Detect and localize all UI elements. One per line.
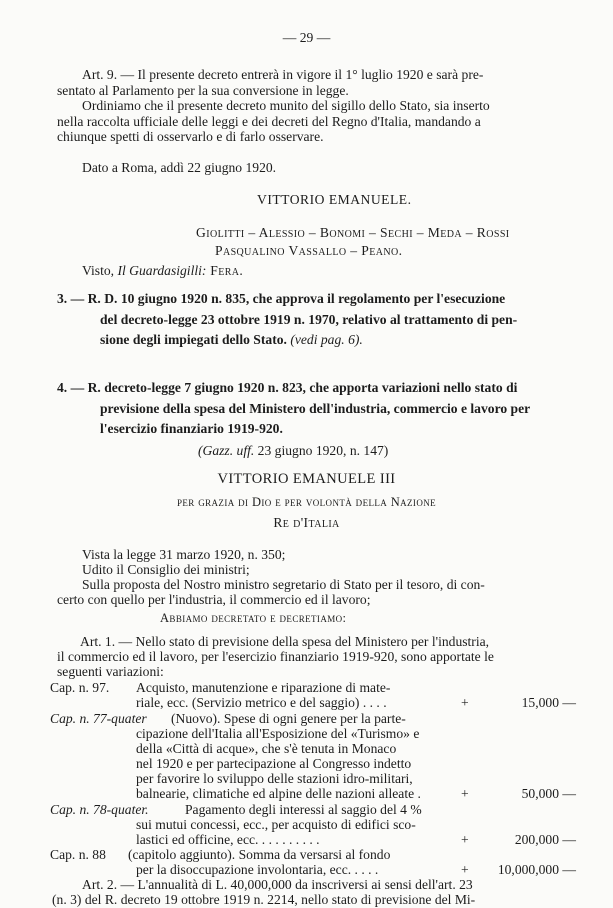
re-italia: Re d'Italia (273, 515, 340, 530)
item3-line-2: del decreto-legge 23 ottobre 1919 n. 1970, relativo al trattamento di pen- (100, 312, 518, 327)
chapter-amount: 15,000 — (521, 695, 576, 710)
chapter-text-line: cipazione dell'Italia all'Esposizione del «Turismo» e (136, 726, 420, 741)
chapter-label: Cap. n. 77-quater (50, 711, 147, 726)
art1-line-2: il commercio ed il lavoro, per l'esercizio finanziario 1919-920, sono apportate le (57, 649, 494, 664)
chapter-sign: + (461, 695, 469, 710)
chapter-sign: + (461, 862, 469, 877)
grace-line: per grazia di Dio e per volontà della Nazione (176, 495, 437, 509)
chapter-text-line: Pagamento degli interessi al saggio del 4 % (185, 802, 422, 817)
item3-line-3 (100, 332, 363, 348)
chapter-text-line: (capitolo aggiunto). Somma da versarsi al fondo (128, 847, 391, 862)
art9-line-3: Ordiniamo che il presente decreto munito del sigillo dello Stato, sia inserto (82, 98, 490, 113)
art9-line-4: nella raccolta ufficiale delle leggi e dei decreti del Regno d'Italia, mandando a (57, 114, 481, 129)
chapter-label: Cap. n. 88 (50, 847, 106, 862)
chapter-amount: 10,000,000 — (497, 862, 576, 877)
dato-line: Dato a Roma, addì 22 giugno 1920. (82, 160, 277, 175)
art2-line-2: (n. 3) del R. decreto 19 ottobre 1919 n. 2214, nello stato di previsione del Mi- (52, 892, 476, 907)
art9-line-2: sentato al Parlamento per la sua conversione in legge. (57, 83, 349, 98)
art2-line-1: Art. 2. — L'annualità di L. 40,000,000 da inscriversi ai sensi dell'art. 23 (82, 877, 473, 892)
item3-line-3-main: sione degli impiegati dello Stato. (100, 332, 291, 347)
signature-king: VITTORIO EMANUELE. (257, 192, 412, 207)
chapter-sign: + (461, 832, 469, 847)
chapter-text-line: (Nuovo). Spese di ogni genere per la parte- (171, 711, 406, 726)
preamble-line-4: certo con quello per l'industria, il commercio ed il lavoro; (57, 592, 371, 607)
chapter-label: Cap. n. 78-quater. (50, 802, 149, 817)
chapter-text-line: della «Città di acque», che s'è tenuta in Monaco (136, 741, 397, 756)
art1-line-3: seguenti variazioni: (57, 664, 164, 679)
art9-line-5: chiunque spetti di osservarlo e di farlo osservare. (57, 129, 324, 144)
visto-line (82, 263, 243, 279)
preamble-line-3: Sulla proposta del Nostro ministro segretario di Stato per il tesoro, di con- (82, 577, 485, 592)
chapter-text-line: riale, ecc. (Servizio metrico e del saggio) . . . . (136, 695, 387, 710)
art9-line-1: Art. 9. — Il presente decreto entrerà in vigore il 1° luglio 1920 e sarà pre- (82, 67, 484, 82)
chapter-text-line: lastici ed officine, ecc. . . . . . . . . . (136, 832, 320, 847)
item3-line-1: 3. — R. D. 10 giugno 1920 n. 835, che approva il regolamento per l'esecuzione (57, 291, 506, 306)
visto-title: Il Guardasigilli: (117, 263, 207, 278)
chapter-text-line: Acquisto, manutenzione e riparazione di mate- (136, 680, 391, 695)
gazzetta-reference (198, 443, 388, 459)
chapter-amount: 200,000 — (514, 832, 576, 847)
chapter-text-line: balnearie, climatiche ed alpine delle nazioni alleate . (136, 786, 421, 801)
visto-prefix: Visto, (82, 263, 118, 278)
chapter-text-line: per la disoccupazione involontaria, ecc. . . . . (136, 862, 379, 877)
gazzetta-date: 23 giugno 1920, n. 147) (254, 443, 389, 458)
page-number: — 29 — (282, 30, 331, 45)
abbiamo-decretato: Abbiamo decretato e decretiamo: (160, 611, 347, 625)
item4-line-1: 4. — R. decreto-legge 7 giugno 1920 n. 823, che apporta variazioni nello stato di (57, 380, 518, 395)
item4-line-3: l'esercizio finanziario 1919-920. (100, 421, 283, 436)
chapter-text-line: nel 1920 e per partecipazione al Congresso indetto (136, 756, 412, 771)
ministers-line-2: Pasqualino Vassallo – Peano. (215, 243, 403, 258)
king-heading: VITTORIO EMANUELE III (217, 471, 396, 487)
chapter-sign: + (461, 786, 469, 801)
chapter-amount: 50,000 — (521, 786, 576, 801)
ministers-line-1: Giolitti – Alessio – Bonomi – Sechi – Meda – Rossi (196, 225, 510, 240)
chapter-label: Cap. n. 97. (50, 680, 110, 695)
visto-name: Fera. (206, 263, 244, 278)
item4-line-2: previsione della spesa del Ministero dell'industria, commercio e lavoro per (100, 401, 531, 416)
item3-page-ref: (vedi pag. 6). (290, 332, 363, 347)
art1-line-1: Art. 1. — Nello stato di previsione della spesa del Ministero per l'industria, (80, 634, 490, 649)
preamble-line-2: Udito il Consiglio dei ministri; (82, 562, 250, 577)
gazzetta-source: (Gazz. uff. (198, 443, 255, 458)
chapter-text-line: per favorire lo sviluppo delle stazioni idro-militari, (136, 771, 413, 786)
chapter-text-line: sui mutui concessi, ecc., per acquisto di edifici sco- (136, 817, 416, 832)
preamble-line-1: Vista la legge 31 marzo 1920, n. 350; (82, 547, 286, 562)
